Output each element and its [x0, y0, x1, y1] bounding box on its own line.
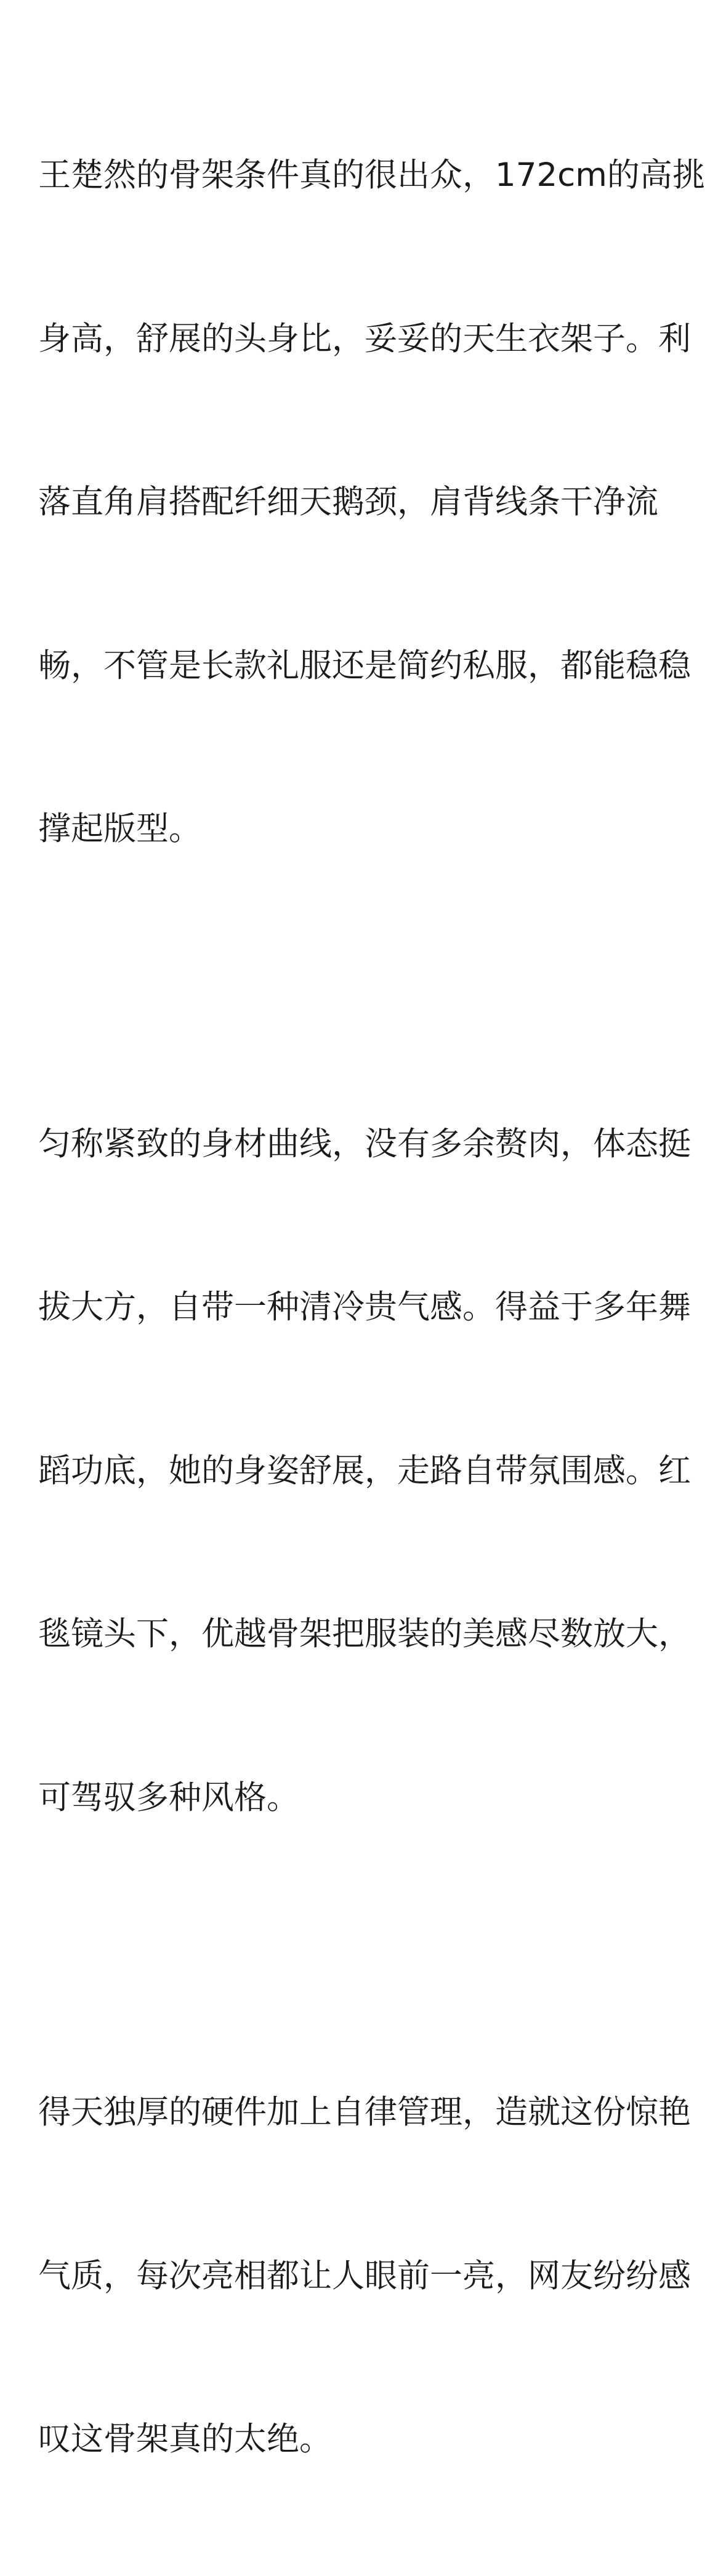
- text-line: 气质，每次亮相都让人眼前一亮，网友纷纷感: [38, 2257, 691, 2295]
- text-line: 可驾驭多种风格。: [38, 1778, 299, 1816]
- text-line: 得天独厚的硬件加上自律管理，造就这份惊艳: [38, 2093, 691, 2131]
- text-line: 落直角肩搭配纤细天鹅颈，肩背线条干净流: [38, 483, 658, 521]
- text-line: 匀称紧致的身材曲线，没有多余赘肉，体态挺: [38, 1125, 691, 1163]
- paragraph-2: [38, 1008, 691, 1935]
- text-line: 蹈功底，她的身姿舒展，走路自带氛围感。红: [38, 1451, 691, 1490]
- text-line: 叹这骨架真的太绝。: [38, 2420, 332, 2458]
- text-line: 毯镜头下，优越骨架把服装的美感尽数放大，: [38, 1615, 691, 1653]
- text-line: 畅，不管是长款礼服还是简约私服，都能稳稳: [38, 646, 691, 684]
- text-line: 撑起版型。: [38, 810, 201, 848]
- paragraph-3: [38, 1976, 691, 2576]
- text-line: 拔大方，自带一种清冷贵气感。得益于多年舞: [38, 1288, 691, 1326]
- text-line: 身高，舒展的头身比，妥妥的天生衣架子。利: [38, 319, 691, 358]
- article-body: [38, 39, 705, 2576]
- paragraph-1: [38, 39, 705, 966]
- text-line: 王楚然的骨架条件真的很出众，172cm的高挑: [38, 156, 705, 194]
